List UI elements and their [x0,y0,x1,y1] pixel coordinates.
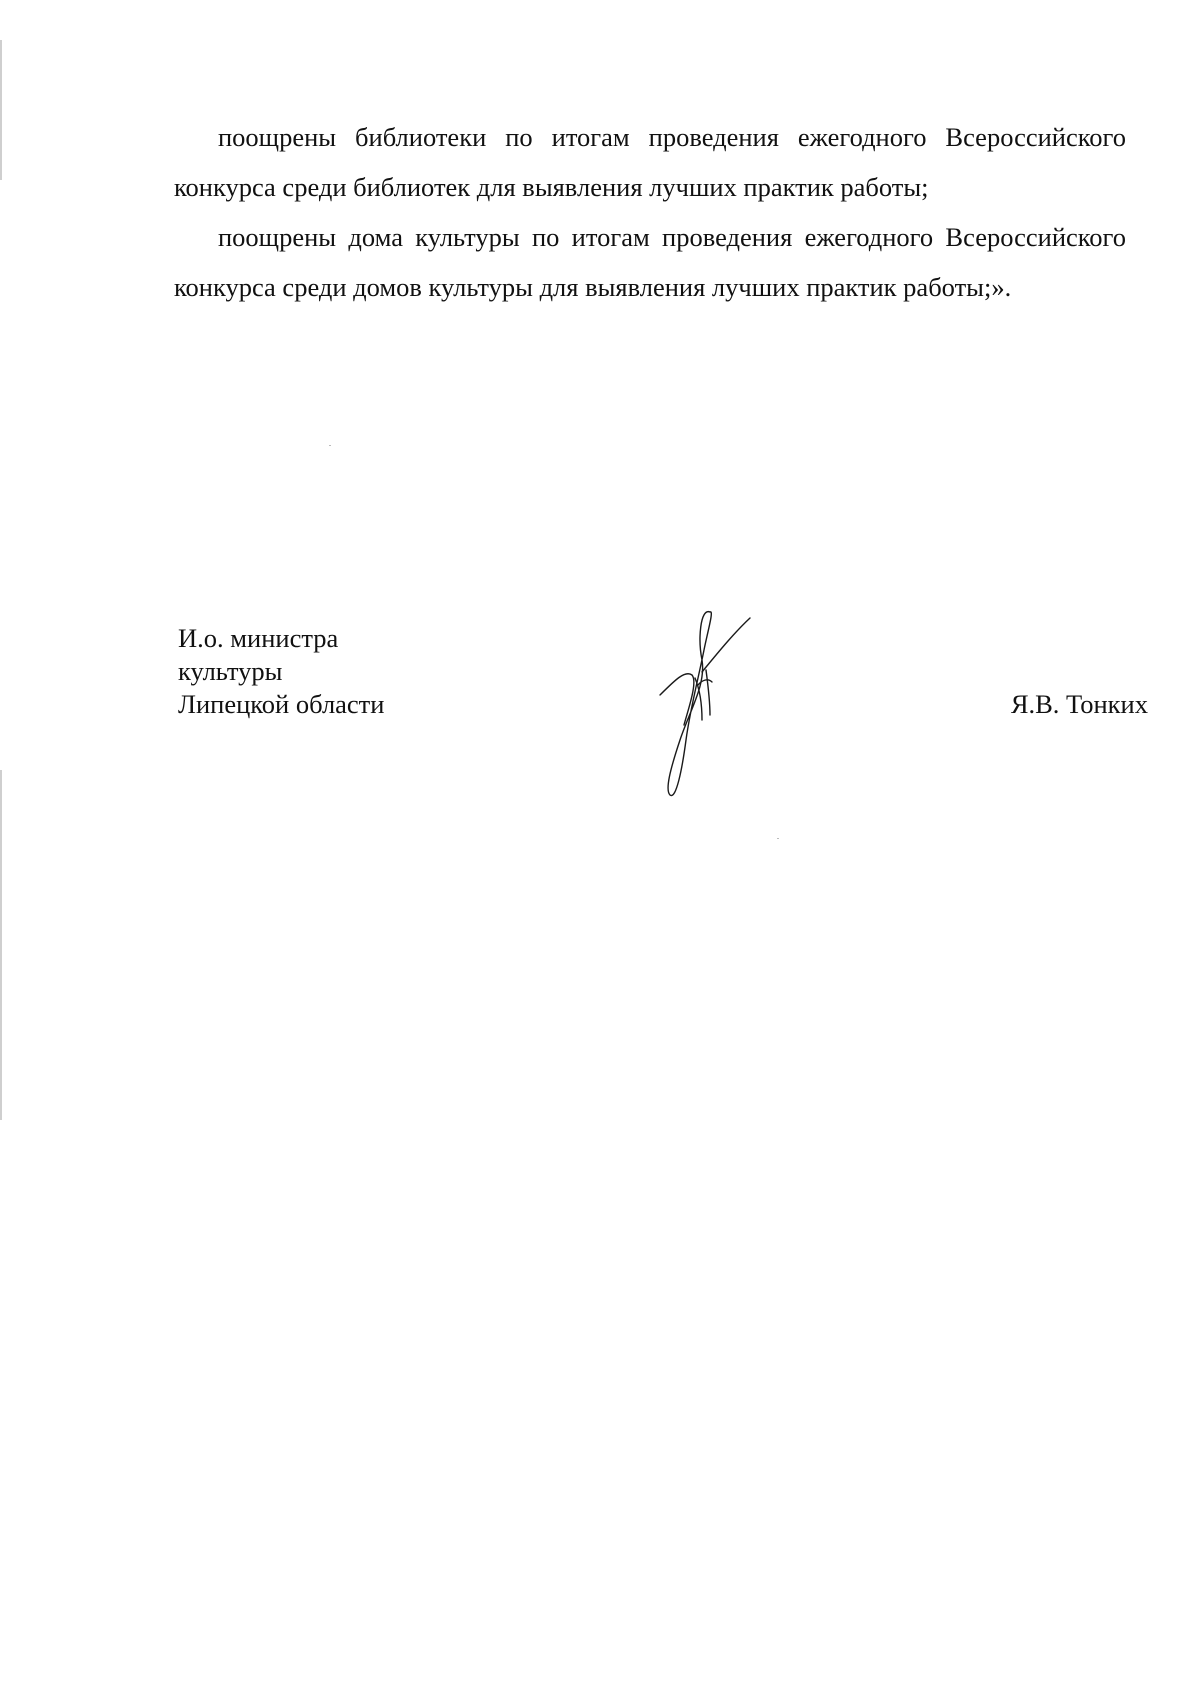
body-text [174,112,1126,312]
position-line-3: Липецкой области [178,689,385,719]
scan-edge-mark [0,770,2,1120]
paragraph-culture-houses: поощрены дома культуры по итогам проведения ежегодного Всероссийского конкурса среди домов культуры для выявления лучших практик работы;». [174,222,1126,302]
position-line-2: культуры [178,656,283,686]
signatory-name: Я.В. Тонких [1010,689,1148,719]
paragraph-libraries: поощрены библиотеки по итогам проведения ежегодного Всероссийского конкурса среди библиотек для выявления лучших практик работы; [174,122,1126,202]
signatory-position [178,622,384,721]
scan-edge-mark [0,40,2,180]
scan-speck [777,838,779,839]
handwritten-signature [640,600,770,800]
scan-speck [329,445,331,446]
position-line-1: И.о. министра [178,623,339,653]
